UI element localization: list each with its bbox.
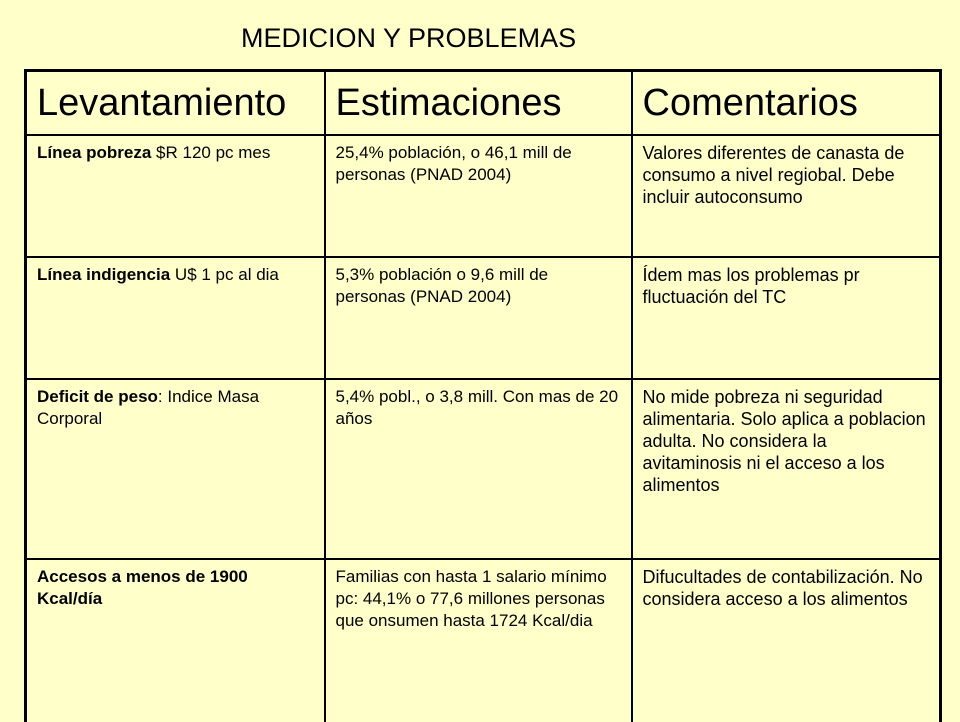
cell-levantamiento	[26, 379, 325, 559]
cell-key: Deficit de peso	[37, 386, 158, 406]
cell-estimaciones: 25,4% población, o 46,1 mill de personas (PNAD 2004)	[325, 135, 632, 257]
cell-estimaciones: 5,3% población o 9,6 mill de personas (PNAD 2004)	[325, 257, 632, 379]
cell-comentarios: No mide pobreza ni seguridad alimentaria. Solo aplica a poblacion adulta. No considera la avitaminosis ni el acceso a los alimentos	[632, 379, 941, 559]
cell-levantamiento	[26, 257, 325, 379]
header-comentarios: Comentarios	[632, 71, 941, 135]
cell-comentarios: Ídem mas los problemas pr fluctuación del TC	[632, 257, 941, 379]
cell-estimaciones: 5,4% pobl., o 3,8 mill. Con mas de 20 años	[325, 379, 632, 559]
measurement-table	[24, 69, 942, 722]
table-row	[26, 379, 941, 559]
cell-levantamiento	[26, 135, 325, 257]
cell-estimaciones: Familias con hasta 1 salario mínimo pc: 44,1% o 77,6 millones personas que onsumen hasta 1724 Kcal/dia	[325, 559, 632, 722]
slide-title: MEDICION Y PROBLEMAS	[241, 23, 577, 53]
header-levantamiento: Levantamiento	[26, 71, 325, 135]
table-row	[26, 257, 941, 379]
cell-key: Línea pobreza	[37, 142, 152, 162]
cell-levantamiento	[26, 559, 325, 722]
cell-detail: : Indice Masa Corporal	[37, 386, 260, 428]
table-row	[26, 135, 941, 257]
cell-detail: U$ 1 pc al dia	[170, 264, 279, 284]
cell-detail: $R 120 pc mes	[151, 142, 271, 162]
header-estimaciones: Estimaciones	[325, 71, 632, 135]
cell-comentarios: Difucultades de contabilización. No considera acceso a los alimentos	[632, 559, 941, 722]
table-header-row	[26, 71, 941, 135]
cell-key: Accesos a menos de 1900 Kcal/día	[37, 566, 248, 608]
cell-key: Línea indigencia	[37, 264, 171, 284]
table-row	[26, 559, 941, 722]
cell-comentarios: Valores diferentes de canasta de consumo a nivel regiobal. Debe incluir autoconsumo	[632, 135, 941, 257]
